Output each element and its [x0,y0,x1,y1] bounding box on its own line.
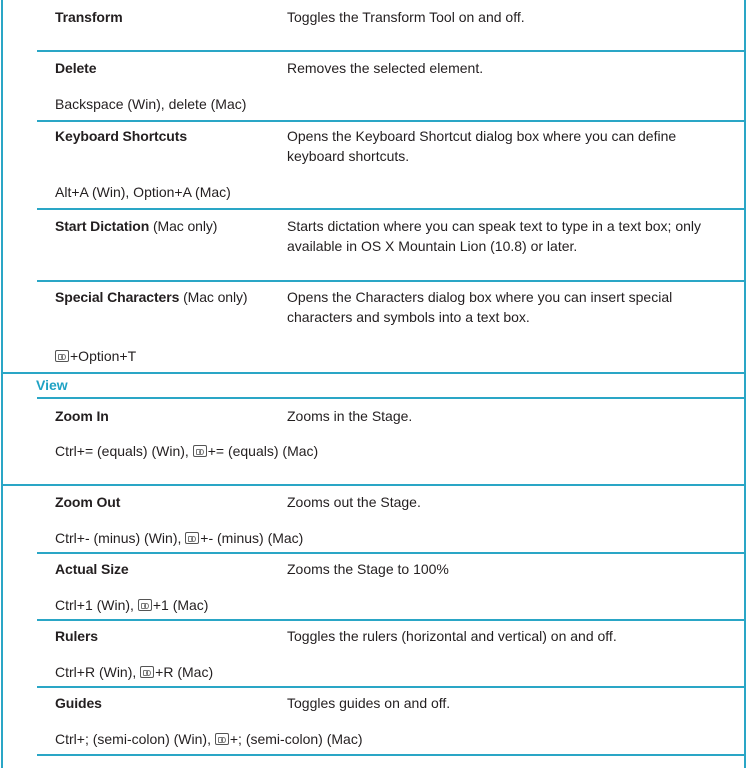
section-heading-view: View [36,377,68,393]
entry-name-zoom-in: Zoom In [55,408,109,424]
entry-name-keyboard-shortcuts: Keyboard Shortcuts [55,128,187,144]
entry-name-start-dictation: Start Dictation (Mac only) [55,218,218,234]
entry-desc-transform: Toggles the Transform Tool on and off. [287,9,525,25]
section-divider [1,484,746,486]
entry-desc-start-dictation: Starts dictation where you can speak text to type in a text box; only available in OS X Mountain Lion (10.8) or later. [287,218,702,254]
entry-desc-keyboard-shortcuts: Opens the Keyboard Shortcut dialog box where you can define keyboard shortcuts. [287,128,677,164]
row-divider [37,208,746,210]
entry-desc-actual-size: Zooms the Stage to 100% [287,561,449,577]
command-key-icon [55,350,69,362]
row-divider [37,280,746,282]
shortcut-guides: Ctrl+; (semi-colon) (Win), +; (semi-colon) (Mac) [55,731,363,747]
shortcut-keyboard-shortcuts: Alt+A (Win), Option+A (Mac) [55,184,231,200]
entry-name-zoom-out: Zoom Out [55,494,121,510]
command-key-icon [138,599,152,611]
entry-desc-special-characters: Opens the Characters dialog box where you can insert special characters and symbols into a text box. [287,289,673,325]
command-key-icon [193,445,207,457]
shortcut-special-characters: +Option+T [55,346,136,366]
entry-name-transform: Transform [55,9,123,25]
shortcut-zoom-in: Ctrl+= (equals) (Win), += (equals) (Mac) [55,443,319,459]
row-divider [37,397,746,399]
entry-desc-rulers: Toggles the rulers (horizontal and vertical) on and off. [287,628,617,644]
shortcut-rulers: Ctrl+R (Win), +R (Mac) [55,664,214,680]
page-frame [1,0,746,768]
row-divider [37,619,746,621]
entry-desc-guides: Toggles guides on and off. [287,695,451,711]
entry-name-rulers: Rulers [55,628,98,644]
row-divider [37,552,746,554]
shortcut-actual-size: Ctrl+1 (Win), +1 (Mac) [55,597,209,613]
row-divider [37,686,746,688]
entry-name-special-characters: Special Characters (Mac only) [55,289,248,305]
row-divider [37,50,746,52]
command-key-icon [140,666,154,678]
entry-desc-zoom-out: Zooms out the Stage. [287,494,421,510]
shortcut-zoom-out: Ctrl+- (minus) (Win), +- (minus) (Mac) [55,530,304,546]
section-divider [1,372,746,374]
entry-desc-zoom-in: Zooms in the Stage. [287,408,413,424]
entry-desc-delete: Removes the selected element. [287,60,484,76]
entry-name-delete: Delete [55,60,97,76]
command-key-icon [185,532,199,544]
row-divider [37,120,746,122]
row-divider [37,754,746,756]
command-key-icon [215,733,229,745]
entry-name-actual-size: Actual Size [55,561,129,577]
shortcut-delete: Backspace (Win), delete (Mac) [55,96,247,112]
entry-name-guides: Guides [55,695,102,711]
